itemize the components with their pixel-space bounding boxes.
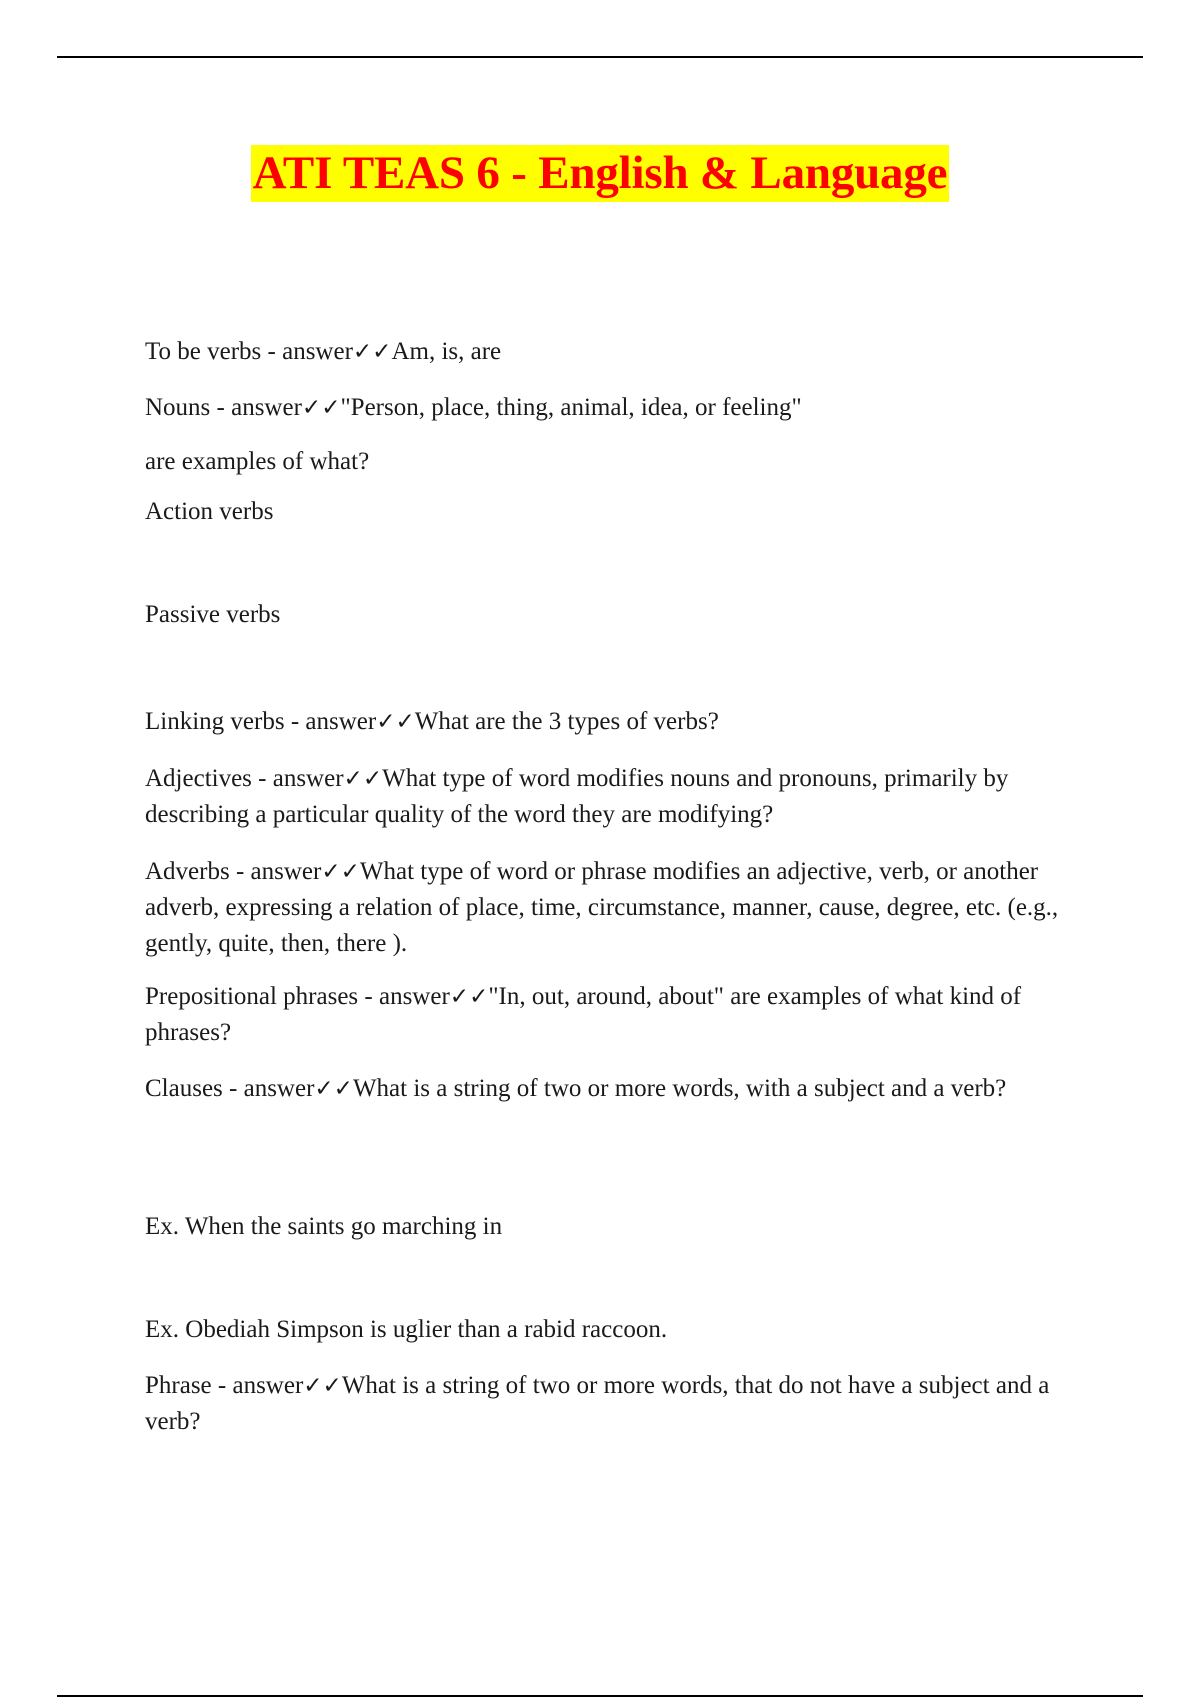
double-check-icon: ✓✓: [321, 859, 360, 885]
entry-term: Prepositional phrases - answer: [145, 983, 450, 1010]
entry-to-be-verbs: [145, 334, 1095, 370]
entry-answer: What is a string of two or more words, with a subject and a verb?: [352, 1075, 1007, 1102]
double-check-icon: ✓✓: [303, 1373, 342, 1399]
top-rule: [57, 56, 1143, 58]
entry-term: Nouns - answer: [145, 394, 302, 421]
entry-answer: What type of word or phrase modifies an adjective, verb, or another adverb, expressing a relation of place, time, circumstance, manner, cause, degree, etc. (e.g., gently, quite, then, there ).: [145, 858, 1059, 957]
entry-answer: "Person, place, thing, animal, idea, or feeling": [340, 394, 802, 421]
text-line: Ex. When the saints go marching in: [145, 1213, 503, 1240]
entry-term: Adverbs - answer: [145, 858, 322, 885]
entry-term: Clauses - answer: [145, 1075, 315, 1102]
double-check-icon: ✓✓: [301, 395, 341, 421]
text-line: are examples of what?: [145, 448, 370, 475]
entry-answer: What type of word modifies nouns and pronouns, primarily by describing a particular quality of the word they are modifying?: [145, 765, 1009, 828]
entry-answer: What are the 3 types of verbs?: [414, 708, 719, 735]
entry-adverbs: [145, 854, 1095, 962]
entry-linking-verbs: [145, 704, 1095, 740]
entry-answer: "In, out, around, about" are examples of what kind of phrases?: [145, 983, 1022, 1046]
bottom-rule: [57, 1695, 1143, 1697]
entry-adjectives: [145, 761, 1095, 833]
entry-prepositional-phrases: [145, 979, 1095, 1051]
double-check-icon: ✓✓: [314, 1076, 353, 1102]
entry-term: Phrase - answer: [145, 1372, 304, 1399]
double-check-icon: ✓✓: [449, 984, 489, 1010]
double-check-icon: ✓✓: [343, 766, 383, 792]
double-check-icon: ✓✓: [352, 339, 392, 365]
entry-term: Adjectives - answer: [145, 765, 344, 792]
entry-term: To be verbs - answer: [145, 338, 353, 365]
entry-clauses: [145, 1071, 1095, 1107]
double-check-icon: ✓✓: [376, 709, 415, 735]
text-line: Ex. Obediah Simpson is uglier than a rabid raccoon.: [145, 1316, 668, 1343]
document-title: ATI TEAS 6 - English & Language: [251, 145, 950, 202]
entry-nouns: [145, 390, 1095, 426]
entry-term: Linking verbs - answer: [145, 708, 377, 735]
title-block: [0, 145, 1200, 202]
entry-answer: What is a string of two or more words, that do not have a subject and a verb?: [145, 1372, 1050, 1435]
entry-phrase: [145, 1368, 1095, 1440]
text-line: Action verbs: [145, 498, 274, 525]
entry-answer: Am, is, are: [391, 338, 502, 365]
text-line: Passive verbs: [145, 601, 281, 628]
